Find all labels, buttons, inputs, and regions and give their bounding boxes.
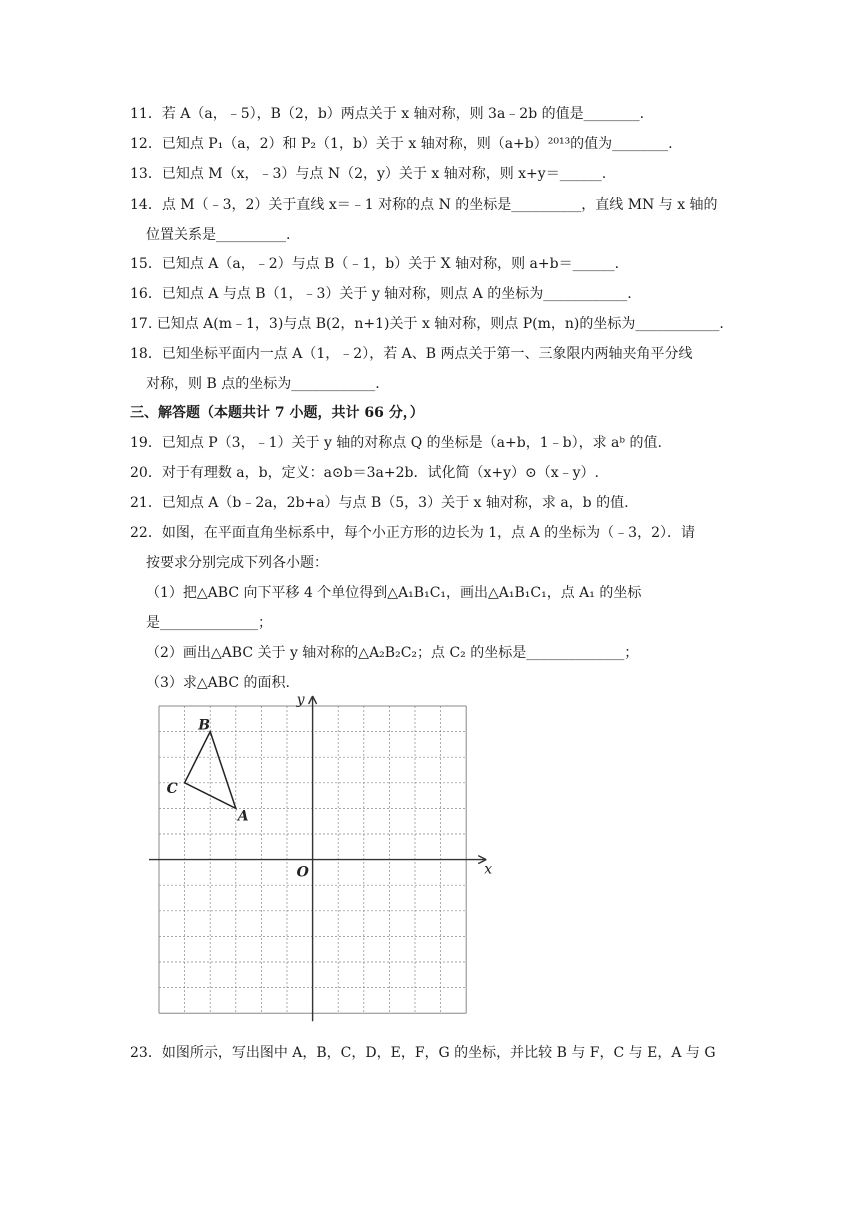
question-19: 19．已知点 P（3，﹣1）关于 y 轴的对称点 Q 的坐标是（a+b，1﹣b），求 aᵇ 的值.	[130, 435, 662, 451]
question-23: 23．如图所示，写出图中 A，B，C，D，E，F，G 的坐标，并比较 B 与 F，C 与 E，A 与 G	[130, 1045, 716, 1061]
origin-label: O	[296, 864, 309, 881]
question-11: 11．若 A（a，﹣5），B（2，b）两点关于 x 轴对称，则 3a﹣2b 的值是________.	[130, 106, 645, 122]
y-axis-label: y	[296, 694, 305, 708]
question-20: 20．对于有理数 a，b，定义：a⊙b＝3a+2b．试化简（x+y）⊙（x﹣y）.	[130, 465, 599, 481]
question-12: 12．已知点 P₁（a，2）和 P₂（1，b）关于 x 轴对称，则（a+b）²⁰¹³的值为________.	[130, 136, 673, 152]
coordinate-figure	[146, 694, 496, 1036]
question-22-part3: （3）求△ABC 的面积.	[146, 675, 290, 691]
section-heading: 三、解答题（本题共计 7 小题，共计 66 分，）	[130, 405, 424, 421]
point-label-a: A	[237, 808, 249, 825]
question-18: 18．已知坐标平面内一点 A（1，﹣2），若 A、B 两点关于第一、三象限内两轴夹角平分线	[130, 346, 693, 362]
question-22-cont: 按要求分别完成下列各小题：	[146, 555, 328, 571]
question-18-cont: 对称，则 B 点的坐标为____________.	[146, 376, 380, 392]
coordinate-grid-svg	[146, 694, 496, 1036]
question-15: 15．已知点 A（a，﹣2）与点 B（﹣1，b）关于 X 轴对称，则 a+b＝______.	[130, 256, 620, 272]
question-16: 16．已知点 A 与点 B（1，﹣3）关于 y 轴对称，则点 A 的坐标为____________.	[130, 286, 632, 302]
x-axis-label: x	[484, 861, 493, 878]
question-22-part1: （1）把△ABC 向下平移 4 个单位得到△A₁B₁C₁，画出△A₁B₁C₁，点 A₁ 的坐标	[146, 585, 642, 601]
question-21: 21．已知点 A（b﹣2a，2b+a）与点 B（5，3）关于 x 轴对称，求 a，b 的值.	[130, 495, 629, 511]
point-label-b: B	[198, 717, 211, 734]
question-22: 22．如图，在平面直角坐标系中，每个小正方形的边长为 1，点 A 的坐标为（﹣3，2）．请	[130, 525, 695, 541]
question-17: 17. 已知点 A(m﹣1，3)与点 B(2，n+1)关于 x 轴对称，则点 P(m，n)的坐标为____________.	[130, 316, 724, 332]
question-22-part2: （2）画出△ABC 关于 y 轴对称的△A₂B₂C₂；点 C₂ 的坐标是______________；	[146, 645, 639, 661]
point-label-c: C	[166, 780, 178, 797]
question-14-cont: 位置关系是__________.	[146, 227, 291, 243]
question-14: 14．点 M（﹣3，2）关于直线 x＝﹣1 对称的点 N 的坐标是__________，直线 MN 与 x 轴的	[130, 197, 718, 213]
question-13: 13．已知点 M（x，﹣3）与点 N（2，y）关于 x 轴对称，则 x+y＝______.	[130, 166, 607, 182]
question-22-part1-cont: 是______________；	[146, 615, 272, 631]
